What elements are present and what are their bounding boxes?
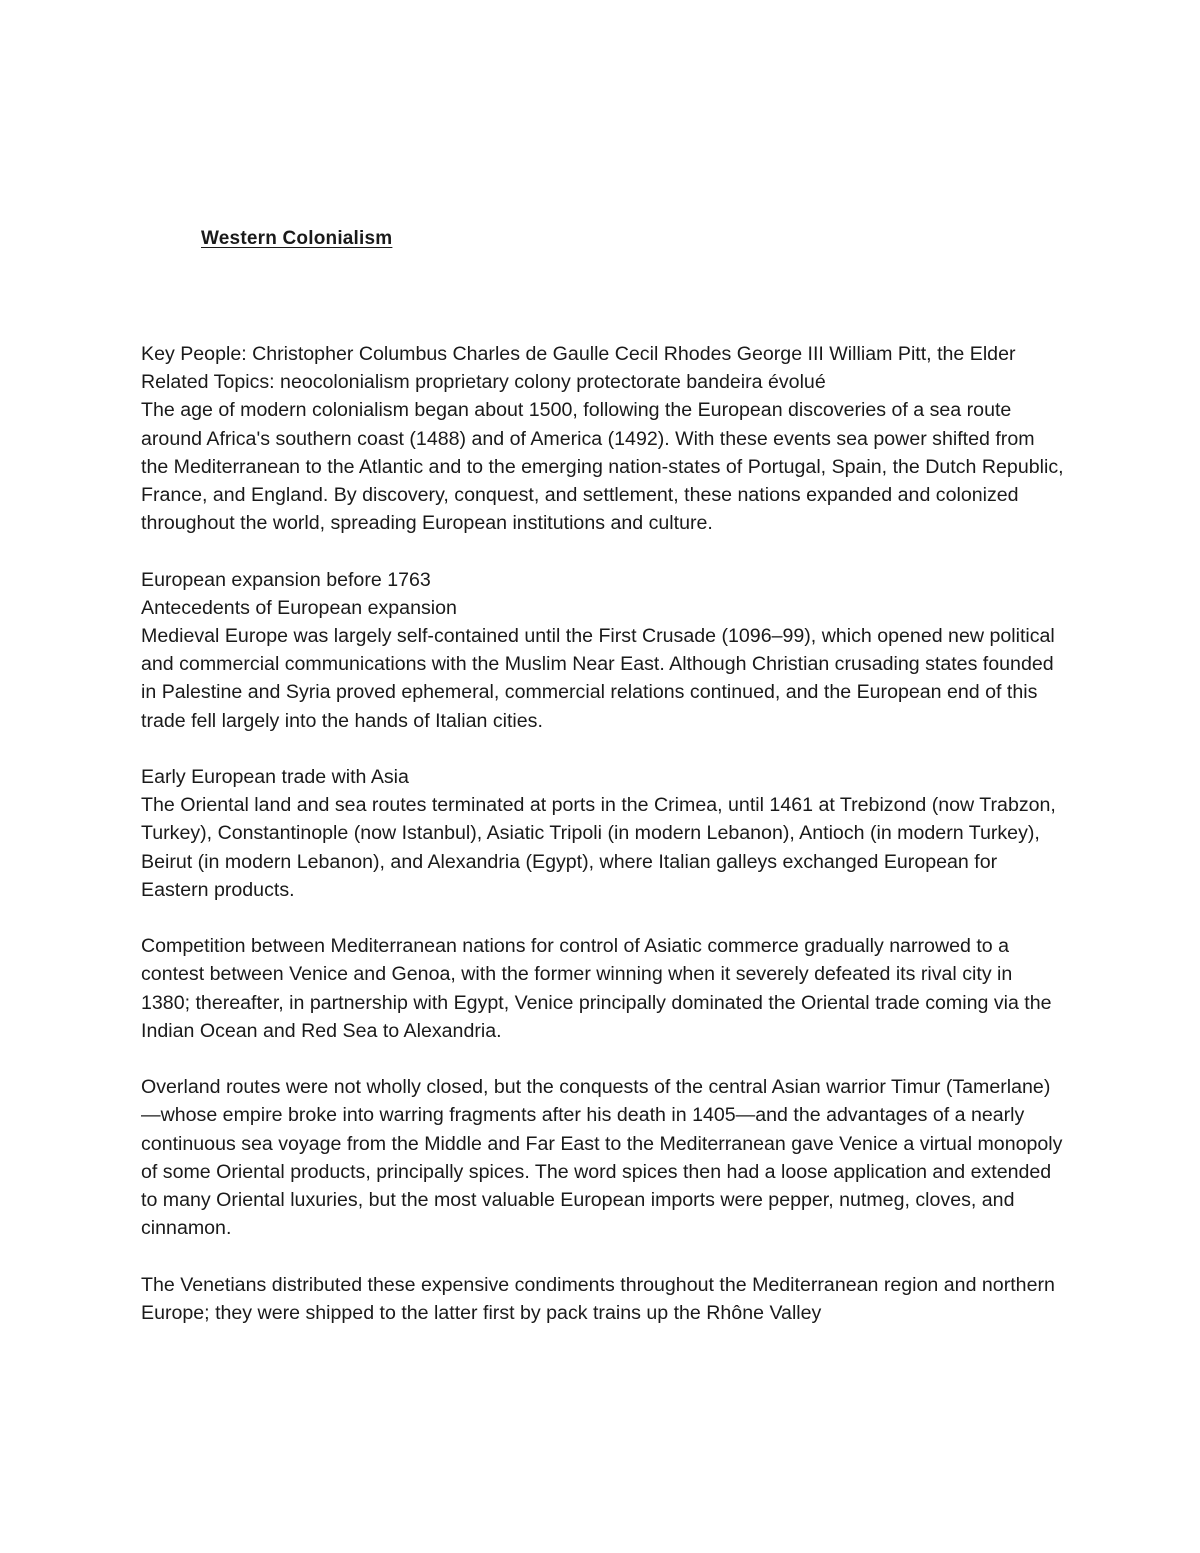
body-paragraph: The Oriental land and sea routes terminated at ports in the Crimea, until 1461 at Trebizond (now Trabzon, Turkey), Constantinople (now Istanbul), Asiatic Tripoli (in modern Lebanon), Antioch (in modern Turkey), Beirut (in modern Lebanon), and Alexandria (Egypt), where Italian galleys exchanged European for Eastern products. [141, 794, 1056, 901]
document-body [141, 340, 1066, 1327]
document-title: Western Colonialism [201, 228, 393, 249]
paragraph-gap [141, 1045, 1066, 1073]
paragraph-gap [141, 735, 1066, 763]
body-paragraph: The Venetians distributed these expensive condiments throughout the Mediterranean region and northern Europe; they were shipped to the latter first by pack trains up the Rhône Valley [141, 1273, 1055, 1324]
key-people-line: Key People: Christopher Columbus Charles de Gaulle Cecil Rhodes George III William Pitt, the Elder [141, 343, 1016, 365]
body-paragraph: Overland routes were not wholly closed, but the conquests of the central Asian warrior Timur (Tamerlane)—whose empire broke into warring fragments after his death in 1405—and the advantages of a nearly continuous sea voyage from the Middle and Far East to the Mediterranean gave Venice a virtual monopoly of some Oriental products, principally spices. The word spices then had a loose application and extended to many Oriental luxuries, but the most valuable European imports were pepper, nutmeg, cloves, and cinnamon. [141, 1076, 1063, 1240]
section-subheading: Antecedents of European expansion [141, 596, 457, 619]
paragraph-gap [141, 537, 1066, 565]
body-paragraph: Medieval Europe was largely self-contained until the First Crusade (1096–99), which opened new political and commercial communications with the Muslim Near East. Although Christian crusading states founded in Palestine and Syria proved ephemeral, commercial relations continued, and the European end of this trade fell largely into the hands of Italian cities. [141, 625, 1055, 732]
section-heading: Early European trade with Asia [141, 766, 409, 789]
intro-paragraph: The age of modern colonialism began about 1500, following the European discoveries of a sea route around Africa's southern coast (1488) and of America (1492). With these events sea power shifted from the Mediterranean to the Atlantic and to the emerging nation-states of Portugal, Spain, the Dutch Republic, France, and England. By discovery, conquest, and settlement, these nations expanded and colonized throughout the world, spreading European institutions and culture. [141, 399, 1064, 535]
section-heading: European expansion before 1763 [141, 568, 431, 591]
related-topics-line: Related Topics: neocolonialism proprietary colony protectorate bandeira évolué [141, 371, 826, 394]
body-paragraph: Competition between Mediterranean nations for control of Asiatic commerce gradually narrowed to a contest between Venice and Genoa, with the former winning when it severely defeated its rival city in 1380; thereafter, in partnership with Egypt, Venice principally dominated the Oriental trade coming via the Indian Ocean and Red Sea to Alexandria. [141, 935, 1052, 1042]
paragraph-gap [141, 1242, 1066, 1270]
paragraph-gap [141, 904, 1066, 932]
